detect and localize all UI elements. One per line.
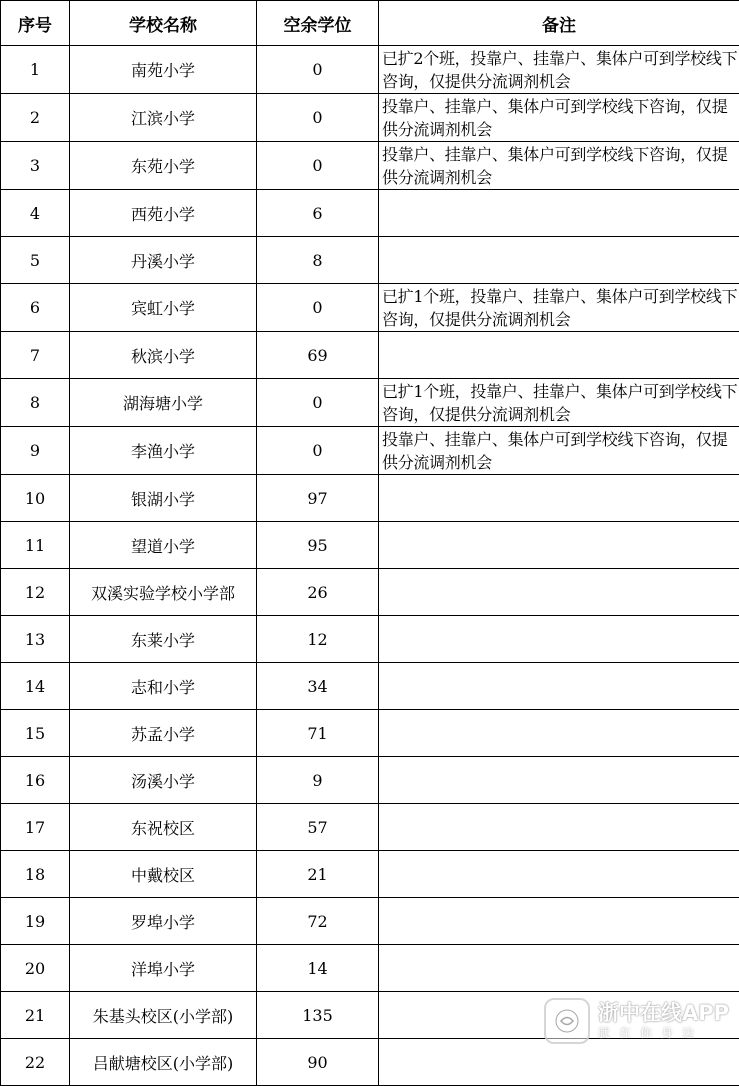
watermark-title: 浙中在线APP [598, 1001, 729, 1025]
cell-index: 19 [1, 898, 70, 945]
header-cell-seats: 空余学位 [257, 1, 379, 46]
cell-note [379, 522, 739, 569]
cell-index: 17 [1, 804, 70, 851]
table-row [1, 663, 739, 710]
cell-seats: 69 [257, 332, 379, 379]
cell-seats: 97 [257, 475, 379, 522]
header-row [1, 1, 739, 46]
cell-note [379, 190, 739, 237]
cell-index: 3 [1, 142, 70, 190]
cell-seats: 57 [257, 804, 379, 851]
cell-seats: 0 [257, 94, 379, 142]
cell-index: 7 [1, 332, 70, 379]
cell-school: 西苑小学 [70, 190, 257, 237]
cell-note: 已扩2个班，投靠户、挂靠户、集体户可到学校线下咨询，仅提供分流调剂机会 [379, 46, 739, 94]
cell-note: 投靠户、挂靠户、集体户可到学校线下咨询，仅提供分流调剂机会 [379, 427, 739, 475]
cell-school: 银湖小学 [70, 475, 257, 522]
cell-index: 14 [1, 663, 70, 710]
cell-school: 东祝校区 [70, 804, 257, 851]
watermark-subtitle: 就在你身边 [598, 1025, 729, 1041]
table-row [1, 945, 739, 992]
cell-school: 双溪实验学校小学部 [70, 569, 257, 616]
cell-note [379, 804, 739, 851]
cell-note: 投靠户、挂靠户、集体户可到学校线下咨询，仅提供分流调剂机会 [379, 142, 739, 190]
cell-seats: 14 [257, 945, 379, 992]
cell-school: 罗埠小学 [70, 898, 257, 945]
zjol-logo-icon [544, 998, 590, 1044]
cell-school: 望道小学 [70, 522, 257, 569]
table-row [1, 475, 739, 522]
table-row [1, 332, 739, 379]
table-row [1, 142, 739, 190]
cell-index: 21 [1, 992, 70, 1039]
cell-school: 江滨小学 [70, 94, 257, 142]
cell-seats: 26 [257, 569, 379, 616]
cell-school: 东苑小学 [70, 142, 257, 190]
cell-seats: 90 [257, 1039, 379, 1086]
cell-seats: 95 [257, 522, 379, 569]
table-row [1, 804, 739, 851]
cell-seats: 0 [257, 142, 379, 190]
table-row [1, 569, 739, 616]
table-row [1, 94, 739, 142]
cell-index: 6 [1, 284, 70, 332]
cell-index: 9 [1, 427, 70, 475]
cell-school: 汤溪小学 [70, 757, 257, 804]
cell-index: 12 [1, 569, 70, 616]
cell-school: 李渔小学 [70, 427, 257, 475]
cell-index: 18 [1, 851, 70, 898]
cell-note: 已扩1个班，投靠户、挂靠户、集体户可到学校线下咨询，仅提供分流调剂机会 [379, 379, 739, 427]
cell-seats: 0 [257, 379, 379, 427]
cell-note [379, 945, 739, 992]
table-row [1, 522, 739, 569]
cell-note [379, 569, 739, 616]
cell-note: 投靠户、挂靠户、集体户可到学校线下咨询，仅提供分流调剂机会 [379, 94, 739, 142]
cell-school: 秋滨小学 [70, 332, 257, 379]
table-body [1, 46, 739, 1086]
cell-school: 苏孟小学 [70, 710, 257, 757]
header-cell-school: 学校名称 [70, 1, 257, 46]
table-row [1, 757, 739, 804]
cell-school: 南苑小学 [70, 46, 257, 94]
table-row [1, 710, 739, 757]
cell-index: 16 [1, 757, 70, 804]
cell-school: 志和小学 [70, 663, 257, 710]
cell-note [379, 710, 739, 757]
cell-school: 中戴校区 [70, 851, 257, 898]
cell-index: 13 [1, 616, 70, 663]
cell-school: 宾虹小学 [70, 284, 257, 332]
cell-index: 22 [1, 1039, 70, 1086]
table-row [1, 190, 739, 237]
header-cell-index: 序号 [1, 1, 70, 46]
table-row [1, 284, 739, 332]
cell-seats: 8 [257, 237, 379, 284]
cell-seats: 0 [257, 284, 379, 332]
cell-school: 湖海塘小学 [70, 379, 257, 427]
cell-school: 洋埠小学 [70, 945, 257, 992]
cell-note [379, 332, 739, 379]
cell-seats: 0 [257, 427, 379, 475]
cell-seats: 9 [257, 757, 379, 804]
cell-note [379, 851, 739, 898]
cell-seats: 34 [257, 663, 379, 710]
cell-seats: 135 [257, 992, 379, 1039]
table-row [1, 46, 739, 94]
cell-school: 朱基头校区(小学部) [70, 992, 257, 1039]
cell-index: 20 [1, 945, 70, 992]
watermark [544, 996, 734, 1046]
cell-note: 已扩1个班，投靠户、挂靠户、集体户可到学校线下咨询，仅提供分流调剂机会 [379, 284, 739, 332]
cell-seats: 0 [257, 46, 379, 94]
cell-note [379, 616, 739, 663]
cell-index: 4 [1, 190, 70, 237]
cell-index: 11 [1, 522, 70, 569]
table-row [1, 616, 739, 663]
cell-seats: 21 [257, 851, 379, 898]
table-row [1, 427, 739, 475]
table-row [1, 851, 739, 898]
cell-note [379, 237, 739, 284]
cell-index: 15 [1, 710, 70, 757]
cell-note [379, 898, 739, 945]
cell-seats: 71 [257, 710, 379, 757]
header-cell-note: 备注 [379, 1, 739, 46]
table-row [1, 379, 739, 427]
cell-school: 丹溪小学 [70, 237, 257, 284]
cell-note [379, 475, 739, 522]
cell-note [379, 663, 739, 710]
cell-seats: 72 [257, 898, 379, 945]
cell-index: 2 [1, 94, 70, 142]
cell-index: 5 [1, 237, 70, 284]
table-row [1, 898, 739, 945]
cell-index: 1 [1, 46, 70, 94]
cell-seats: 12 [257, 616, 379, 663]
cell-school: 东莱小学 [70, 616, 257, 663]
cell-seats: 6 [257, 190, 379, 237]
cell-note [379, 757, 739, 804]
cell-index: 10 [1, 475, 70, 522]
cell-index: 8 [1, 379, 70, 427]
cell-school: 吕献塘校区(小学部) [70, 1039, 257, 1086]
table-row [1, 237, 739, 284]
